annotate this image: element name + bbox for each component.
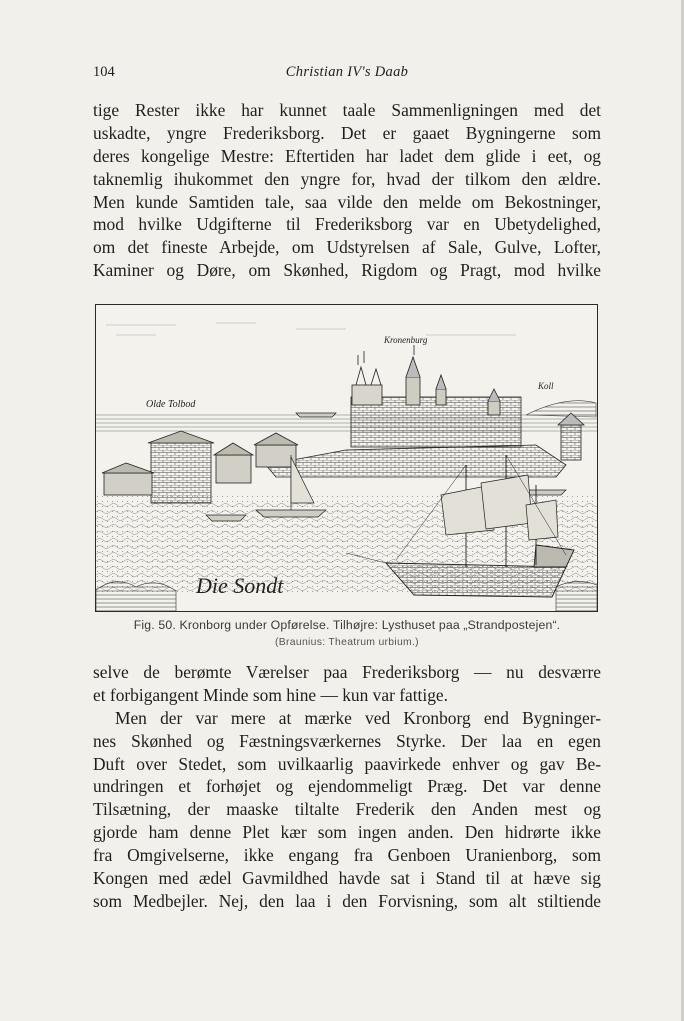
text-line: Kaminer og Døre, om Skønhed, Rigdom og Pragt, mod hvilke [93,260,601,281]
kronborg-engraving [95,304,598,612]
figure-caption: Fig. 50. Kronborg under Opførelse. Tilhøjre: Lysthuset paa „Strandpostejen“. [133,618,561,632]
text-line: om det fineste Arbejde, om Udstyrelsen af Sale, Gulve, Lofter, [93,237,601,258]
text-line: Men der var mere at mærke ved Kronborg end Bygninger- [115,707,601,728]
text-line: Tilsætning, der maaske tiltalte Frederik den Anden mest og [93,799,601,820]
running-title: Christian IV's Daab [285,64,409,80]
text-line: nes Skønhed og Fæstningsværkernes Styrke. Der laa en egen [93,730,601,751]
castle [266,345,566,477]
sky [106,323,516,335]
text-line: et forbigangent Minde som hine — kun var fattige. [93,684,448,705]
text-line: fra Omgivelserne, ikke engang fra Genboen Uranienborg, som [93,845,601,866]
text-line: deres kongelige Mestre: Eftertiden har ladet dem glide i eet, og [93,145,601,166]
page-number: 104 [93,64,115,80]
left-town [102,431,298,503]
text-line: uskadte, yngre Frederiksborg. Det er gaaet Bygningerne som [93,122,601,143]
text-line: selve de berømte Værelser paa Frederiksborg — nu desværre [93,662,601,682]
body-text-bottom [93,661,601,913]
text-line: som Medbejler. Nej, den laa i den Forvisning, som alt stiltiende [93,890,601,911]
text-line: Men kunde Samtiden tale, saa vilde den melde om Bekostninger, [93,191,601,212]
text-line: gjorde ham denne Plet kær som ingen anden. Den hidrørte ikke [93,822,601,843]
text-line: Kongen med ædel Gavmildhed havde sat i Stand til at hæve sig [93,868,601,889]
text-line: taknemlig ihukommet den yngre for, hvad der tilkom den ældre. [93,168,601,189]
text-line: mod hvilke Udgifterne til Frederiksborg var en Ubetydelighed, [93,214,601,235]
text-line: Duft over Stedet, som uvilkaarlig paavirkede enhver og gav Be- [93,753,601,774]
sea-label: Die Sondt [196,573,284,598]
body-text-top [93,99,601,282]
town-label: Olde Tolbod [146,399,196,410]
text-line: undringen et forhøjet og ejendommeligt Præg. Det var denne [93,776,601,797]
figure-source: (Braunius: Theatrum urbium.) [275,637,419,648]
running-head [93,64,601,84]
text-line: tige Rester ikke har kunnet taale Sammenligningen med det [93,100,601,120]
castle-label: Kronenburg [384,335,428,345]
shore-label: Koll [538,381,554,391]
